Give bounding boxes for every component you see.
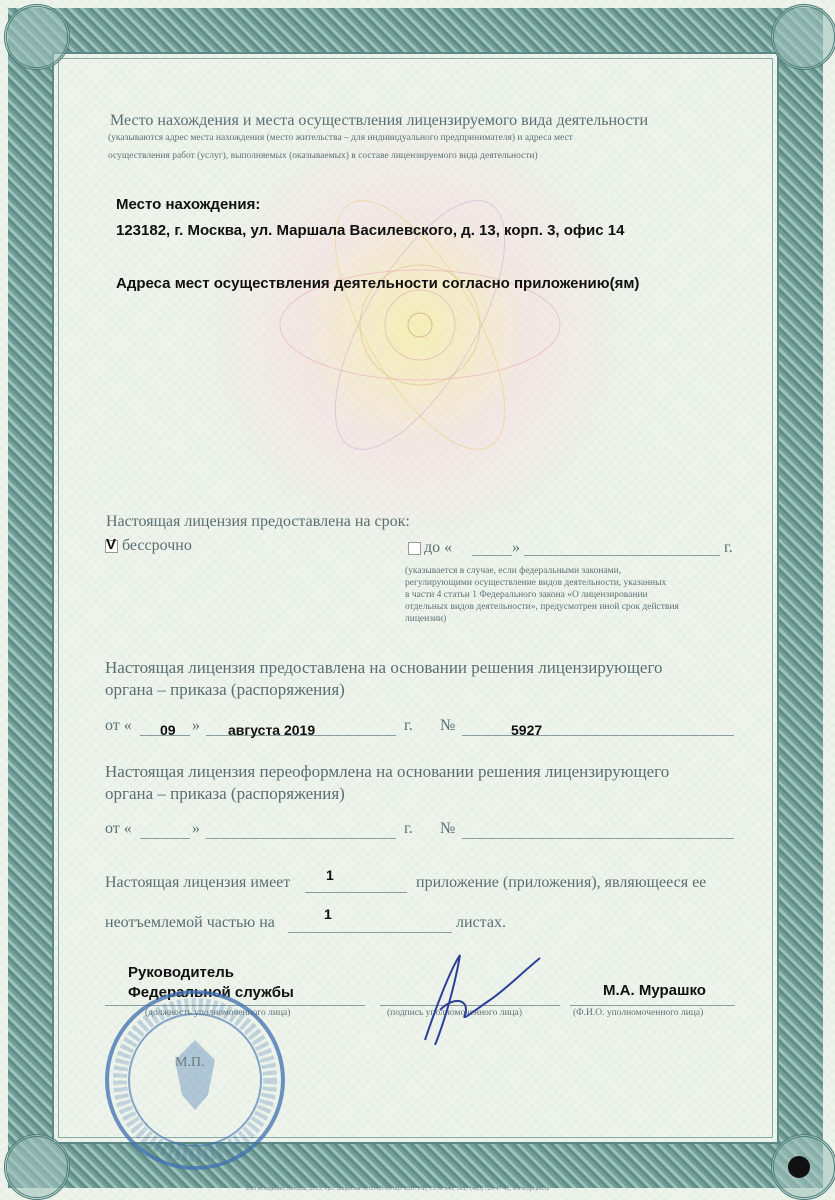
position-line-2: Федеральной службы xyxy=(128,984,294,1001)
reissue-day-line xyxy=(140,838,190,839)
header-subtitle-1: (указываются адрес места нахождения (место жительства – для индивидуального предпринимателя) и адреса мест xyxy=(108,133,573,143)
term-note-5: лицензии) xyxy=(405,614,447,624)
basis-number-line xyxy=(462,735,734,736)
basis-line-2: органа – приказа (распоряжения) xyxy=(105,680,345,699)
until-day-line xyxy=(472,555,512,556)
location-address: 123182, г. Москва, ул. Маршала Василевского, д. 13, корп. 3, офис 14 xyxy=(116,222,625,239)
reissue-no: № xyxy=(440,820,456,837)
handwritten-signature xyxy=(395,950,545,1050)
official-seal xyxy=(100,985,290,1175)
basis-line-1: Настоящая лицензия предоставлена на основании решения лицензирующего xyxy=(105,658,663,677)
reissue-month-line xyxy=(206,838,396,839)
position-line-1: Руководитель xyxy=(128,964,234,981)
term-note-1: (указывается в случае, если федеральными законами, xyxy=(405,566,622,576)
basis-no: № xyxy=(440,717,456,734)
signer-name: М.А. Мурашко xyxy=(603,982,706,999)
location-label: Место нахождения: xyxy=(116,196,261,213)
sheets-count: 1 xyxy=(324,906,332,922)
basis-number: 5927 xyxy=(511,722,543,738)
term-intro: Настоящая лицензия предоставлена на срок: xyxy=(106,513,410,530)
sheets-pre: неотъемлемой частью на xyxy=(105,914,275,931)
appendix-count: 1 xyxy=(326,867,334,883)
term-note-4: отдельных видов деятельности», предусмотрен иной срок действия xyxy=(405,602,679,612)
corner-ornament xyxy=(771,4,835,70)
seal-place-label: М.П. xyxy=(175,1055,205,1070)
name-caption: (Ф.И.О. уполномоченного лица) xyxy=(573,1008,704,1018)
position-caption: (должность уполномоченного лица) xyxy=(145,1008,291,1018)
term-note-2: регулирующими осуществление видов деятельности, указанных xyxy=(405,578,667,588)
corner-ornament xyxy=(4,4,70,70)
activity-places: Адреса мест осуществления деятельности согласно приложению(ям) xyxy=(116,275,640,292)
until-year-suffix: г. xyxy=(724,539,733,556)
basis-day: 09 xyxy=(160,722,176,738)
basis-close-quote: » xyxy=(192,717,200,734)
corner-ornament xyxy=(4,1134,70,1200)
until-checkbox xyxy=(408,542,421,555)
until-close-quote: » xyxy=(512,539,520,556)
reissue-number-line xyxy=(462,838,734,839)
rosette-watermark xyxy=(255,160,585,490)
appendix-pre: Настоящая лицензия имеет xyxy=(105,874,291,891)
reissue-line-2: органа – приказа (распоряжения) xyxy=(105,784,345,803)
basis-month-year: августа 2019 xyxy=(228,722,316,738)
sheets-line xyxy=(288,932,452,933)
sheets-post: листах. xyxy=(456,914,506,931)
basis-from: от « xyxy=(105,717,132,734)
signature-caption: (подпись уполномоченного лица) xyxy=(387,1008,523,1018)
appendix-count-line xyxy=(305,892,407,893)
printer-footer: ЗАО «Опцион», Москва, 2015, «Б», лицензия № 05-05-09/003 ФНС РФ, ТЗ № 949, Тел.: (495) 726-47-42, www.opcion.ru xyxy=(245,1186,550,1192)
hole-punch-dot xyxy=(788,1156,810,1178)
appendix-post: приложение (приложения), являющееся ее xyxy=(416,874,707,891)
basis-g: г. xyxy=(404,717,413,734)
term-note-3: в части 4 статьи 1 Федерального закона «О лицензировании xyxy=(405,590,648,600)
header-title: Место нахождения и места осуществления лицензируемого вида деятельности xyxy=(110,112,649,129)
name-line xyxy=(570,1005,735,1006)
until-prefix: до « xyxy=(424,539,453,556)
perpetual-label: бессрочно xyxy=(122,537,192,554)
perpetual-check-mark: V xyxy=(106,536,117,553)
header-subtitle-2: осуществления работ (услуг), выполняемых (оказываемых) в составе лицензируемого вида деятельности) xyxy=(108,151,538,161)
reissue-from: от « xyxy=(105,820,132,837)
reissue-g: г. xyxy=(404,820,413,837)
until-date-line xyxy=(524,555,720,556)
reissue-close-quote: » xyxy=(192,820,200,837)
reissue-line-1: Настоящая лицензия переоформлена на основании решения лицензирующего xyxy=(105,762,670,781)
